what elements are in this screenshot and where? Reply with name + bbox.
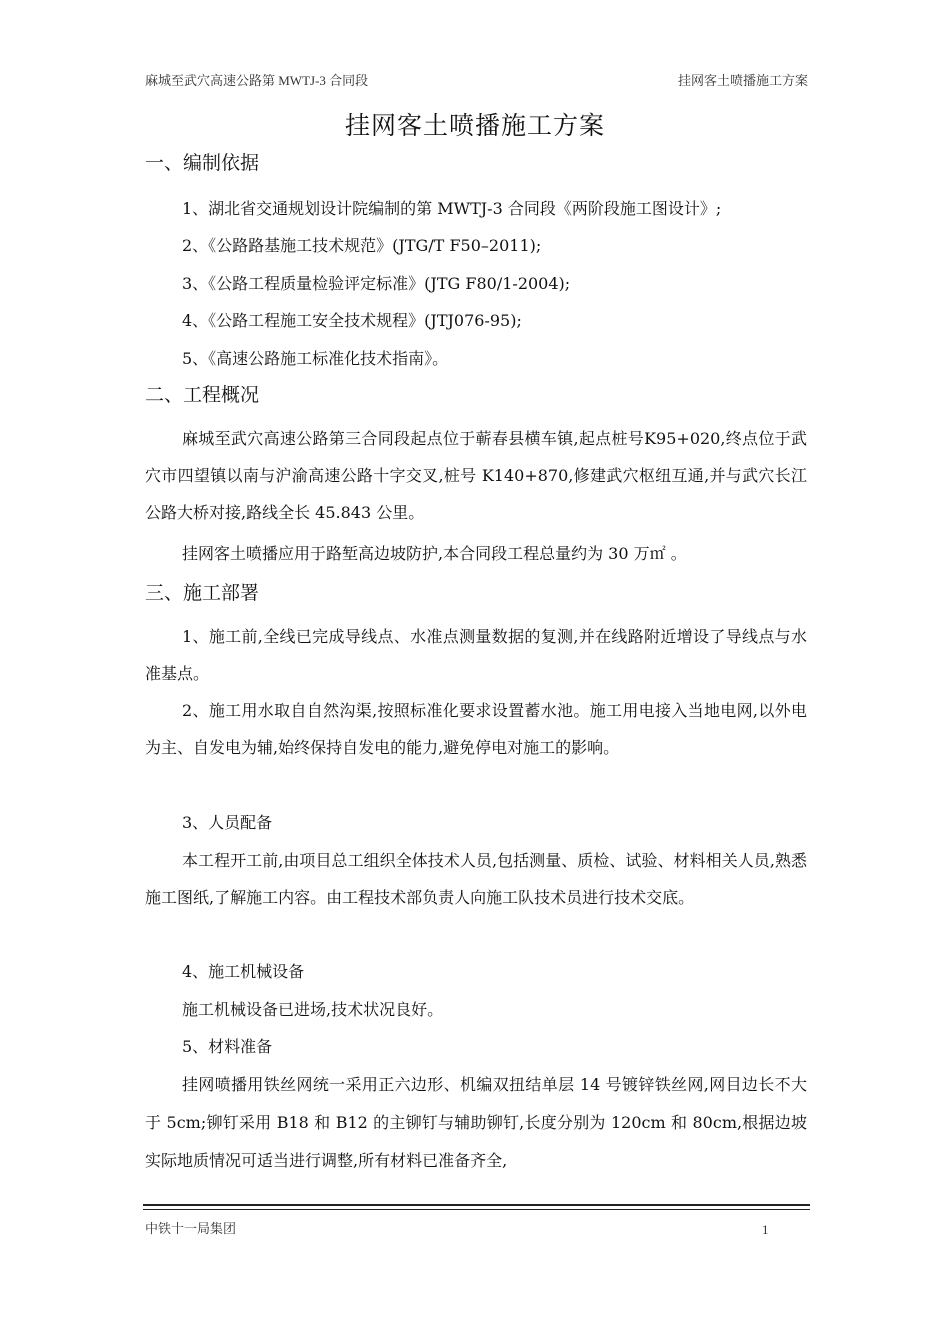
footer-rule-thick <box>143 1204 810 1206</box>
basis-item-1: 1、湖北省交通规划设计院编制的第 MWTJ-3 合同段《两阶段施工图设计》; <box>182 199 722 218</box>
header-right: 挂网客土喷播施工方案 <box>677 73 808 88</box>
basis-item-3: 3、《公路工程质量检验评定标准》(JTG F80/1-2004); <box>182 274 571 293</box>
section-heading-overview: 二、工程概况 <box>145 384 260 406</box>
deployment-item-4-title: 4、施工机械设备 <box>182 962 305 981</box>
deployment-item-4-body: 施工机械设备已进场,技术状况良好。 <box>182 1000 444 1019</box>
overview-paragraph-2: 挂网客土喷播应用于路堑高边坡防护,本合同段工程总量约为 30 万㎡ 。 <box>182 544 687 563</box>
deployment-item-1: 1、施工前,全线已完成导线点、水准点测量数据的复测,并在线路附近增设了导线点与水准基点。 <box>145 627 807 683</box>
basis-item-4: 4、《公路工程施工安全技术规程》(JTJ076-95); <box>182 311 522 330</box>
page-number: 1 <box>762 1222 769 1237</box>
deployment-item-2: 2、施工用水取自自然沟渠,按照标准化要求设置蓄水池。施工用电接入当地电网,以外电为主、自发电为辅,始终保持自发电的能力,避免停电对施工的影响。 <box>145 701 807 757</box>
section-heading-deployment: 三、施工部署 <box>145 582 260 604</box>
overview-paragraph-1: 麻城至武穴高速公路第三合同段起点位于蕲春县横车镇,起点桩号K95+020,终点位于武穴市四望镇以南与沪渝高速公路十字交叉,桩号 K140+870,修建武穴枢纽互通,并与武穴长江公路大桥对接,路线全长 45.843 公里。 <box>145 429 807 522</box>
basis-item-2: 2、《公路路基施工技术规范》(JTG/T F50–2011); <box>182 236 542 255</box>
footer-rule-thin <box>143 1209 810 1210</box>
deployment-item-3-body: 本工程开工前,由项目总工组织全体技术人员,包括测量、质检、试验、材料相关人员,熟悉施工图纸,了解施工内容。由工程技术部负责人向施工队技术员进行技术交底。 <box>145 851 807 907</box>
basis-item-5: 5、《高速公路施工标准化技术指南》。 <box>182 349 449 368</box>
deployment-item-3-title: 3、人员配备 <box>182 813 273 832</box>
header-left: 麻城至武穴高速公路第 MWTJ-3 合同段 <box>145 73 369 88</box>
footer-company: 中铁十一局集团 <box>145 1221 237 1236</box>
deployment-item-5-title: 5、材料准备 <box>182 1037 273 1056</box>
document-title: 挂网客土喷播施工方案 <box>344 111 605 140</box>
page-header <box>145 70 808 89</box>
section-heading-basis: 一、编制依据 <box>145 152 260 174</box>
deployment-item-5-body: 挂网喷播用铁丝网统一采用正六边形、机编双扭结单层 14 号镀锌铁丝网,网目边长不大于 5cm;铆钉采用 B18 和 B12 的主铆钉与辅助铆钉,长度分别为 120cm 和 80cm,根据边坡实际地质情况可适当进行调整,所有材料已准备齐全, <box>145 1075 807 1170</box>
